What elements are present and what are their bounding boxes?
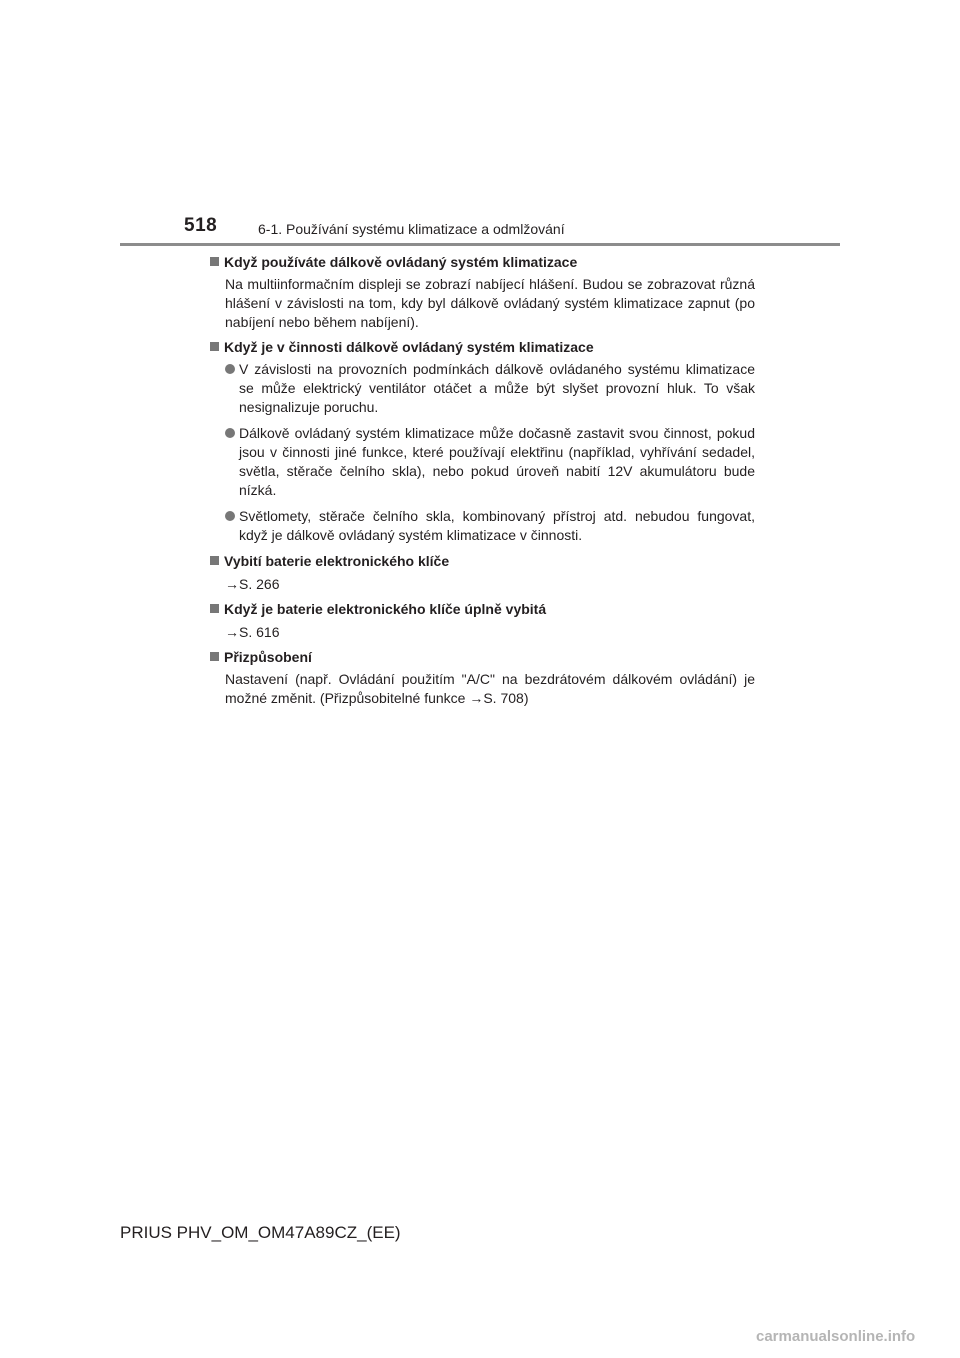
circle-bullet-icon xyxy=(225,364,235,374)
section-heading-text: Když používáte dálkově ovládaný systém klimatizace xyxy=(224,254,578,270)
page-reference: →S. 616 xyxy=(225,624,280,640)
section-title: 6-1. Používání systému klimatizace a odmlžování xyxy=(258,221,565,237)
square-bullet-icon xyxy=(210,652,219,661)
section-heading xyxy=(210,552,755,571)
list-item-text: Dálkově ovládaný systém klimatizace může dočasně zastavit svou činnost, pokud jsou v činnosti jiné funkce, které používají elektřinu (například, vyhřívání sedadel, světla, stěrače čelního skla), nebo pokud úroveň nabití 12V akumulátoru bude nízká. xyxy=(239,425,755,498)
section-customization xyxy=(210,648,755,708)
section-paragraph: Nastavení (např. Ovládání použitím "A/C" na bezdrátovém dálkovém ovládání) je možné změnit. (Přizpůsobitelné funkce →S. 708) xyxy=(225,671,755,706)
square-bullet-icon xyxy=(210,257,219,266)
list-item xyxy=(210,360,755,417)
section-heading xyxy=(210,600,755,619)
section-key-battery-dead xyxy=(210,600,755,642)
section-heading xyxy=(210,253,755,272)
section-paragraph: Na multiinformačním displeji se zobrazí nabíjecí hlášení. Budou se zobrazovat různá hlášení v závislosti na tom, kdy byl dálkově ovládaný systém klimatizace zapnut (po nabíjení nebo během nabíjení). xyxy=(225,276,755,330)
list-item-text: Světlomety, stěrače čelního skla, kombinovaný přístroj atd. nebudou fungovat, když je dálkově ovládaný systém klimatizace v činnosti. xyxy=(239,508,755,543)
section-heading-text: Když je v činnosti dálkově ovládaný systém klimatizace xyxy=(224,339,594,355)
document-code: PRIUS PHV_OM_OM47A89CZ_(EE) xyxy=(120,1223,401,1242)
square-bullet-icon xyxy=(210,604,219,613)
list-item xyxy=(210,507,755,545)
header-divider xyxy=(120,243,840,246)
page-reference: →S. 266 xyxy=(225,576,280,592)
page-header xyxy=(0,0,960,250)
list-item-text: V závislosti na provozních podmínkách dálkově ovládaného systému klimatizace se může elektrický ventilátor otáčet a může být slyšet provozní hluk. To však nesignalizuje poruchu. xyxy=(239,361,755,415)
circle-bullet-icon xyxy=(225,511,235,521)
square-bullet-icon xyxy=(210,342,219,351)
section-remote-ac-active xyxy=(210,338,755,545)
section-heading-text: Přizpůsobení xyxy=(224,649,312,665)
section-key-battery-discharge xyxy=(210,552,755,594)
circle-bullet-icon xyxy=(225,428,235,438)
square-bullet-icon xyxy=(210,556,219,565)
section-heading-text: Vybití baterie elektronického klíče xyxy=(224,553,450,569)
section-heading-text: Když je baterie elektronického klíče úplně vybitá xyxy=(224,601,547,617)
page-number: 518 xyxy=(184,215,218,236)
content-area xyxy=(210,253,755,714)
section-remote-ac-use xyxy=(210,253,755,332)
section-heading xyxy=(210,648,755,667)
section-heading xyxy=(210,338,755,357)
list-item xyxy=(210,424,755,500)
watermark: carmanualsonline.info xyxy=(756,1328,916,1345)
